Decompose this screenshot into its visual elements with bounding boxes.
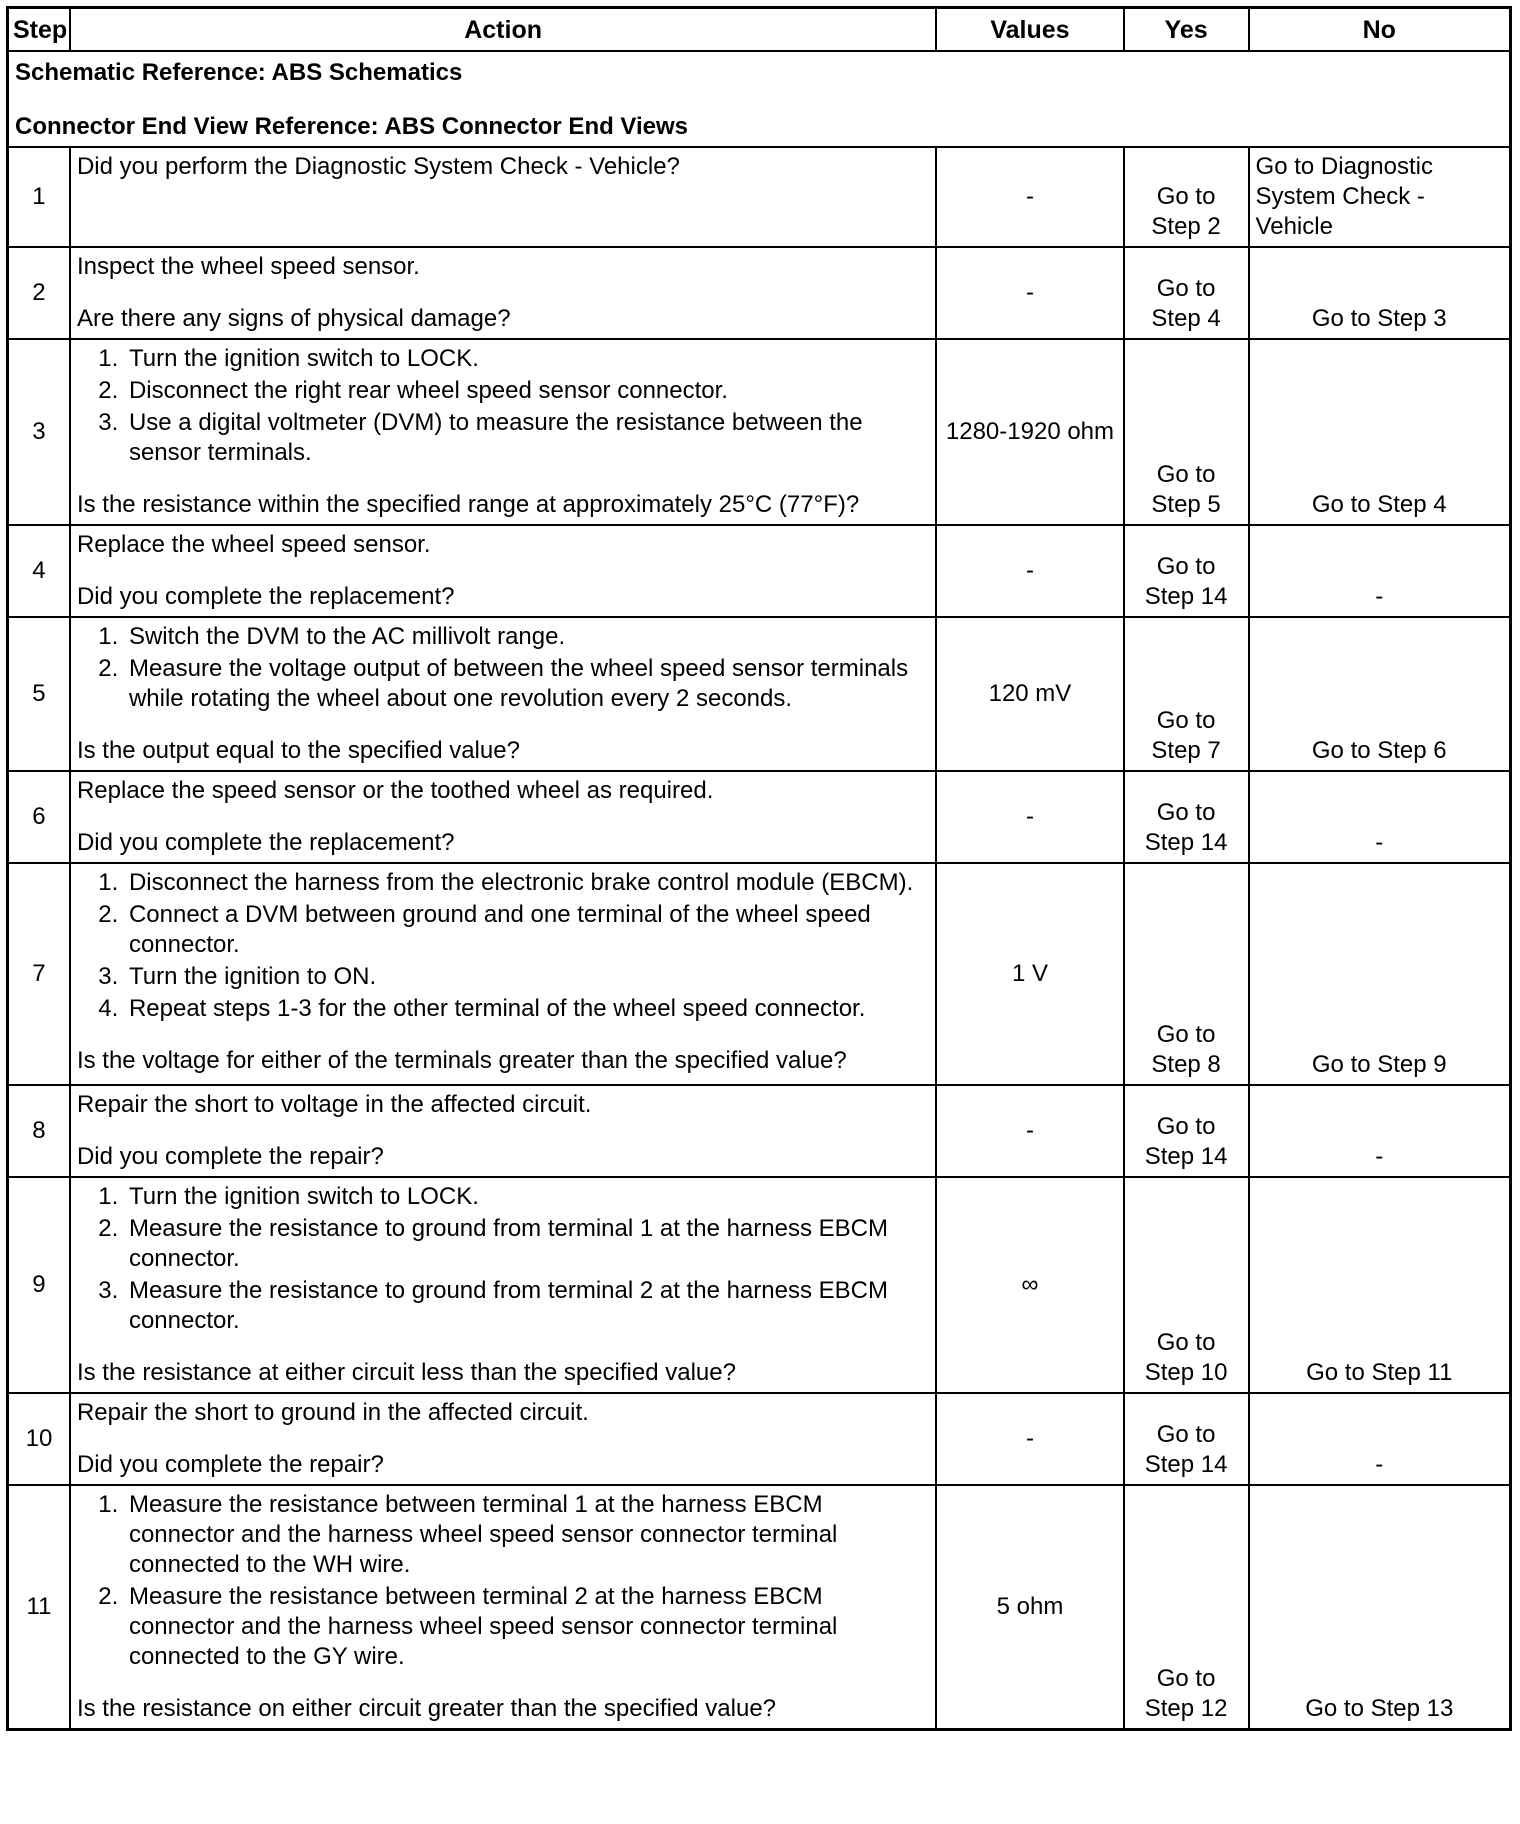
no-cell: Go to Step 4: [1249, 339, 1511, 525]
header-no: No: [1249, 8, 1511, 52]
yes-go-to: Go to: [1156, 1421, 1216, 1448]
value-cell: 1 V: [936, 863, 1123, 1085]
reference-cell: [8, 51, 1511, 147]
action-cell: [70, 147, 936, 247]
yes-cell: [1124, 1393, 1249, 1485]
step-number: 7: [8, 863, 70, 1085]
header-row: [8, 8, 1511, 52]
diagnostic-table: [6, 6, 1512, 1731]
yes-step-link: Step 8: [1151, 1051, 1221, 1078]
action-cell: [70, 863, 936, 1085]
action-question: Is the voltage for either of the terminals greater than the specified value?: [76, 1047, 847, 1074]
value-cell: 5 ohm: [936, 1485, 1123, 1730]
yes-step-link: Step 2: [1151, 213, 1221, 240]
yes-cell: [1124, 771, 1249, 863]
step-number: 3: [8, 339, 70, 525]
action-cell: [70, 1393, 936, 1485]
yes-step-link: Step 14: [1144, 1143, 1228, 1170]
action-steps-list: [77, 1490, 929, 1672]
action-step-item: 2. Measure the voltage output of between the wheel speed sensor terminals while rotating the wheel about one revolution every 2 seconds.: [125, 654, 929, 714]
action-step-item: 3. Use a digital voltmeter (DVM) to measure the resistance between the sensor terminals.: [125, 408, 929, 468]
action-cell: [70, 339, 936, 525]
no-cell: Go to Step 13: [1249, 1485, 1511, 1730]
step-number: 11: [8, 1485, 70, 1730]
yes-go-to: Go to: [1156, 1665, 1216, 1692]
action-question: Is the output equal to the specified value?: [76, 737, 520, 764]
step-number: 9: [8, 1177, 70, 1393]
action-step-item: 1. Turn the ignition switch to LOCK.: [125, 344, 929, 374]
action-question: Did you complete the replacement?: [76, 583, 455, 610]
yes-cell: [1124, 247, 1249, 339]
yes-cell: [1124, 617, 1249, 771]
action-cell: [70, 1085, 936, 1177]
action-step-item: 1. Measure the resistance between terminal 1 at the harness EBCM connector and the harness wheel speed sensor connector terminal connected to the WH wire.: [125, 1490, 929, 1580]
step-number: 6: [8, 771, 70, 863]
table-row: [8, 771, 1511, 863]
yes-go-to: Go to: [1156, 183, 1216, 210]
action-steps-list: [77, 1182, 929, 1336]
action-text: Replace the speed sensor or the toothed wheel as required.: [76, 777, 714, 804]
action-cell: [70, 247, 936, 339]
yes-go-to: Go to: [1156, 799, 1216, 826]
table-row: [8, 1085, 1511, 1177]
no-cell: Go to Diagnostic System Check - Vehicle: [1249, 147, 1511, 247]
yes-go-to: Go to: [1156, 461, 1216, 488]
yes-step-link: Step 12: [1144, 1695, 1228, 1722]
table-row: [8, 247, 1511, 339]
action-step-item: 1. Turn the ignition switch to LOCK.: [125, 1182, 929, 1212]
step-number: 5: [8, 617, 70, 771]
action-steps-list: [77, 344, 929, 468]
table-row: [8, 339, 1511, 525]
step-number: 4: [8, 525, 70, 617]
no-cell: -: [1249, 771, 1511, 863]
yes-go-to: Go to: [1156, 275, 1216, 302]
action-question: Is the resistance within the specified range at approximately 25°C (77°F)?: [76, 491, 860, 518]
table-row: [8, 617, 1511, 771]
action-step-item: 3. Turn the ignition to ON.: [125, 962, 929, 992]
no-cell: Go to Step 6: [1249, 617, 1511, 771]
yes-go-to: Go to: [1156, 553, 1216, 580]
action-text: Replace the wheel speed sensor.: [76, 531, 431, 558]
table-row: [8, 1177, 1511, 1393]
yes-go-to: Go to: [1156, 707, 1216, 734]
value-cell: -: [936, 1085, 1123, 1177]
action-step-item: 3. Measure the resistance to ground from terminal 2 at the harness EBCM connector.: [125, 1276, 929, 1336]
action-text: Did you perform the Diagnostic System Check - Vehicle?: [76, 153, 680, 180]
yes-cell: [1124, 1485, 1249, 1730]
table-row: [8, 525, 1511, 617]
header-action: Action: [70, 8, 936, 52]
action-step-item: 2. Measure the resistance between terminal 2 at the harness EBCM connector and the harness wheel speed sensor connector terminal connected to the GY wire.: [125, 1582, 929, 1672]
value-cell: -: [936, 1393, 1123, 1485]
action-cell: [70, 1177, 936, 1393]
step-number: 10: [8, 1393, 70, 1485]
action-step-item: 1. Switch the DVM to the AC millivolt range.: [125, 622, 929, 652]
no-cell: Go to Step 3: [1249, 247, 1511, 339]
yes-go-to: Go to: [1156, 1329, 1216, 1356]
value-cell: -: [936, 247, 1123, 339]
value-cell: -: [936, 147, 1123, 247]
yes-step-link: Step 4: [1151, 305, 1221, 332]
header-values: Values: [936, 8, 1123, 52]
action-step-item: 1. Disconnect the harness from the electronic brake control module (EBCM).: [125, 868, 929, 898]
action-step-item: 2. Measure the resistance to ground from terminal 1 at the harness EBCM connector.: [125, 1214, 929, 1274]
yes-cell: [1124, 863, 1249, 1085]
step-number: 1: [8, 147, 70, 247]
action-cell: [70, 1485, 936, 1730]
value-cell: 1280-1920 ohm: [936, 339, 1123, 525]
action-cell: [70, 525, 936, 617]
yes-step-link: Step 14: [1144, 583, 1228, 610]
reference-row: [8, 51, 1511, 147]
no-cell: Go to Step 9: [1249, 863, 1511, 1085]
yes-cell: [1124, 147, 1249, 247]
yes-cell: [1124, 525, 1249, 617]
yes-step-link: Step 5: [1151, 491, 1221, 518]
table-row: [8, 863, 1511, 1085]
no-cell: -: [1249, 1085, 1511, 1177]
header-yes: Yes: [1124, 8, 1249, 52]
yes-step-link: Step 14: [1144, 1451, 1228, 1478]
connector-reference: Connector End View Reference: ABS Connector End Views: [15, 113, 689, 140]
table-row: [8, 1393, 1511, 1485]
action-step-item: 2. Disconnect the right rear wheel speed sensor connector.: [125, 376, 929, 406]
action-steps-list: [77, 868, 929, 1024]
no-cell: -: [1249, 1393, 1511, 1485]
no-cell: Go to Step 11: [1249, 1177, 1511, 1393]
value-cell: 120 mV: [936, 617, 1123, 771]
action-question: Did you complete the repair?: [76, 1143, 384, 1170]
action-steps-list: [77, 622, 929, 714]
value-cell: -: [936, 771, 1123, 863]
value-cell: -: [936, 525, 1123, 617]
yes-step-link: Step 10: [1144, 1359, 1228, 1386]
action-cell: [70, 617, 936, 771]
table-row: [8, 147, 1511, 247]
action-text: Inspect the wheel speed sensor.: [76, 253, 420, 280]
yes-cell: [1124, 1085, 1249, 1177]
action-question: Are there any signs of physical damage?: [76, 305, 511, 332]
step-number: 8: [8, 1085, 70, 1177]
action-step-item: 2. Connect a DVM between ground and one terminal of the wheel speed connector.: [125, 900, 929, 960]
action-step-item: 4. Repeat steps 1-3 for the other terminal of the wheel speed connector.: [125, 994, 929, 1024]
action-text: Repair the short to ground in the affected circuit.: [76, 1399, 589, 1426]
yes-cell: [1124, 1177, 1249, 1393]
action-question: Did you complete the repair?: [76, 1451, 384, 1478]
header-step: Step: [8, 8, 70, 52]
table-row: [8, 1485, 1511, 1730]
yes-cell: [1124, 339, 1249, 525]
schematic-reference: Schematic Reference: ABS Schematics: [15, 59, 463, 86]
step-number: 2: [8, 247, 70, 339]
diagnostic-table-page: [6, 6, 1512, 1818]
yes-go-to: Go to: [1156, 1021, 1216, 1048]
action-cell: [70, 771, 936, 863]
no-cell: -: [1249, 525, 1511, 617]
yes-step-link: Step 7: [1151, 737, 1221, 764]
value-cell: ∞: [936, 1177, 1123, 1393]
yes-go-to: Go to: [1156, 1113, 1216, 1140]
yes-step-link: Step 14: [1144, 829, 1228, 856]
action-question: Is the resistance on either circuit greater than the specified value?: [76, 1695, 777, 1722]
action-text: Repair the short to voltage in the affected circuit.: [76, 1091, 592, 1118]
action-question: Is the resistance at either circuit less than the specified value?: [76, 1359, 736, 1386]
action-question: Did you complete the replacement?: [76, 829, 455, 856]
